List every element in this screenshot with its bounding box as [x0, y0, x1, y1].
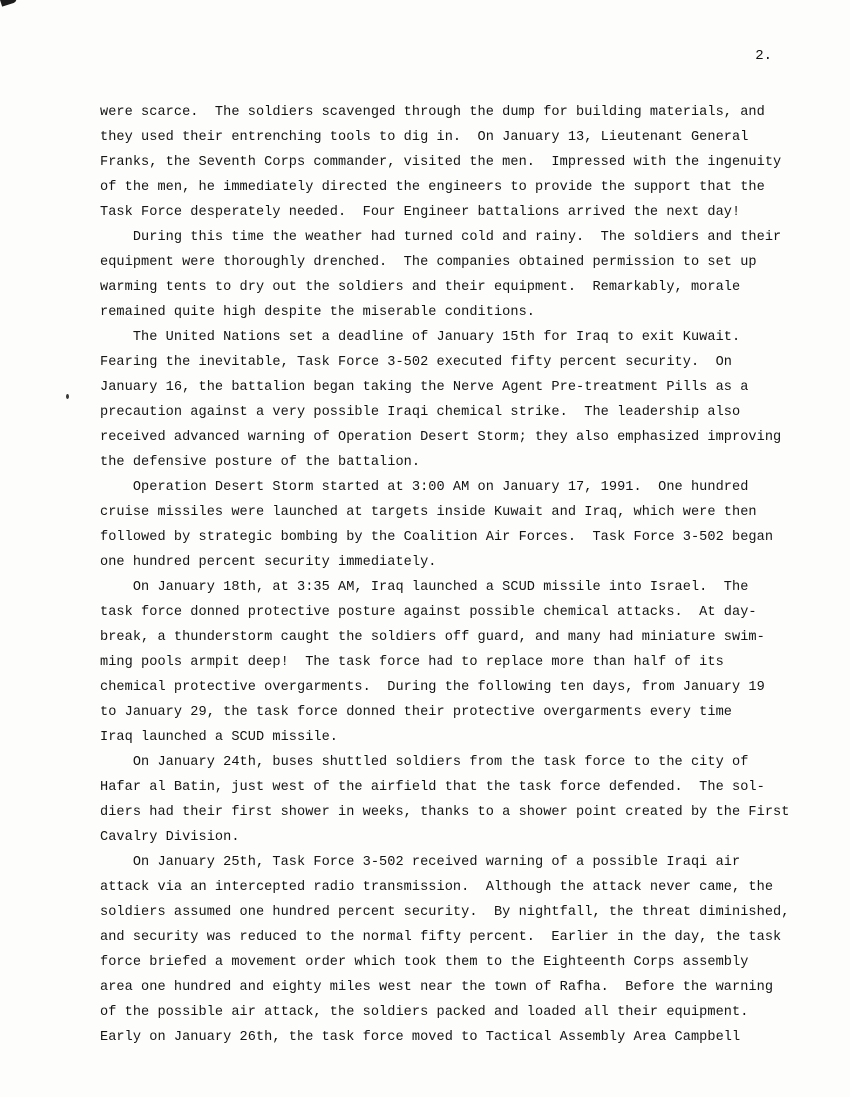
text-line: On January 18th, at 3:35 AM, Iraq launched a SCUD missile into Israel. The — [100, 580, 749, 595]
text-line: precaution against a very possible Iraqi chemical strike. The leadership also — [100, 405, 741, 420]
text-line: ming pools armpit deep! The task force had to replace more than half of its — [100, 655, 724, 670]
paragraph — [100, 100, 816, 225]
text-line: task force donned protective posture against possible chemical attacks. At day- — [100, 605, 757, 620]
paragraph — [100, 750, 816, 850]
text-line: force briefed a movement order which took them to the Eighteenth Corps assembly — [100, 955, 749, 970]
paragraph — [100, 850, 816, 1050]
text-line: of the men, he immediately directed the engineers to provide the support that the — [100, 180, 765, 195]
text-line: chemical protective overgarments. During the following ten days, from January 19 — [100, 680, 765, 695]
text-line: followed by strategic bombing by the Coalition Air Forces. Task Force 3-502 began — [100, 530, 774, 545]
paragraph — [100, 225, 816, 325]
scan-artifact-top-left — [0, 0, 17, 7]
text-line: received advanced warning of Operation Desert Storm; they also emphasized improving — [100, 430, 782, 445]
text-line: soldiers assumed one hundred percent security. By nightfall, the threat diminished, — [100, 905, 790, 920]
text-line: area one hundred and eighty miles west near the town of Rafha. Before the warning — [100, 980, 774, 995]
paragraph — [100, 475, 816, 575]
paragraph — [100, 575, 816, 750]
text-line: equipment were thoroughly drenched. The companies obtained permission to set up — [100, 255, 757, 270]
text-line: January 16, the battalion began taking the Nerve Agent Pre-treatment Pills as a — [100, 380, 749, 395]
text-line: were scarce. The soldiers scavenged through the dump for building materials, and — [100, 105, 765, 120]
text-line: of the possible air attack, the soldiers packed and loaded all their equipment. — [100, 1005, 749, 1020]
document-body — [100, 100, 816, 1050]
text-line: cruise missiles were launched at targets inside Kuwait and Iraq, which were then — [100, 505, 757, 520]
text-line: Fearing the inevitable, Task Force 3-502 executed fifty percent security. On — [100, 355, 732, 370]
text-line: On January 25th, Task Force 3-502 received warning of a possible Iraqi air — [100, 855, 741, 870]
paragraph — [100, 325, 816, 475]
text-line: one hundred percent security immediately. — [100, 555, 437, 570]
text-line: On January 24th, buses shuttled soldiers from the task force to the city of — [100, 755, 749, 770]
text-line: break, a thunderstorm caught the soldiers off guard, and many had miniature swim- — [100, 630, 765, 645]
scan-artifact-left-margin — [66, 394, 69, 399]
text-line: Operation Desert Storm started at 3:00 AM on January 17, 1991. One hundred — [100, 480, 749, 495]
text-line: During this time the weather had turned cold and rainy. The soldiers and their — [100, 230, 782, 245]
text-line: Hafar al Batin, just west of the airfield that the task force defended. The sol- — [100, 780, 765, 795]
text-line: warming tents to dry out the soldiers and their equipment. Remarkably, morale — [100, 280, 741, 295]
text-line: remained quite high despite the miserable conditions. — [100, 305, 536, 320]
text-line: to January 29, the task force donned their protective overgarments every time — [100, 705, 732, 720]
text-line: attack via an intercepted radio transmission. Although the attack never came, the — [100, 880, 774, 895]
text-line: Franks, the Seventh Corps commander, visited the men. Impressed with the ingenuity — [100, 155, 782, 170]
text-line: and security was reduced to the normal fifty percent. Earlier in the day, the task — [100, 930, 782, 945]
text-line: Early on January 26th, the task force moved to Tactical Assembly Area Campbell — [100, 1030, 741, 1045]
text-line: Task Force desperately needed. Four Engineer battalions arrived the next day! — [100, 205, 741, 220]
text-line: Cavalry Division. — [100, 830, 240, 845]
text-line: diers had their first shower in weeks, thanks to a shower point created by the First — [100, 805, 790, 820]
text-line: The United Nations set a deadline of January 15th for Iraq to exit Kuwait. — [100, 330, 741, 345]
text-line: Iraq launched a SCUD missile. — [100, 730, 339, 745]
text-line: they used their entrenching tools to dig in. On January 13, Lieutenant General — [100, 130, 749, 145]
text-line: the defensive posture of the battalion. — [100, 455, 421, 470]
page-number: 2. — [755, 48, 772, 64]
